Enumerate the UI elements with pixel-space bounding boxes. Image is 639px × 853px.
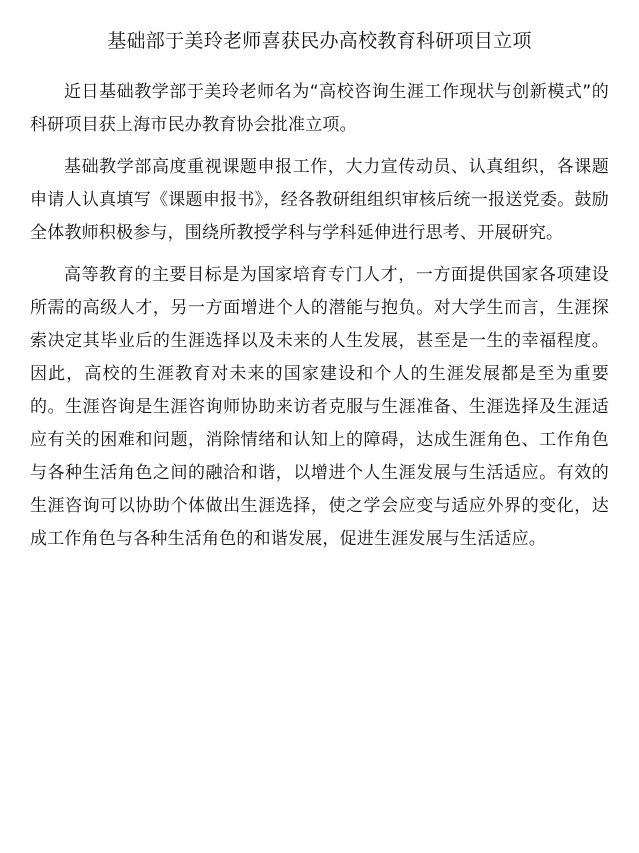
paragraph-career-education: 高等教育的主要目标是为国家培育专门人才，一方面提供国家各项建设所需的高级人才，另一方面增进个人的潜能与抱负。对大学生而言，生涯探索决定其毕业后的生涯选择以及未来的人生发展，甚至是一生的幸福程度。因此，高校的生涯教育对未来的国家建设和个人的生涯发展都是至为重要的。生涯咨询是生涯咨询师协助来访者克服与生涯准备、生涯选择及生涯适应有关的困难和问题，消除情绪和认知上的障碍，达成生涯角色、工作角色与各种生活角色之间的融洽和谐，以增进个人生涯发展与生活适应。有效的生涯咨询可以协助个体做出生涯选择，使之学会应变与适应外界的变化，达成工作角色与各种生活角色的和谐发展，促进生涯发展与生活适应。 xyxy=(30,265,609,549)
page-title: 基础部于美玲老师喜获民办高校教育科研项目立项 xyxy=(107,30,532,52)
paragraph-approval-news: 近日基础教学部于美玲老师名为“高校咨询生涯工作现状与创新模式”的科研项目获上海市民办教育协会批准立项。 xyxy=(30,82,609,135)
paragraph-application-work: 基础教学部高度重视课题申报工作，大力宣传动员、认真组织，各课题申请人认真填写《课题申报书》，经各教研组组织审核后统一报送党委。鼓励全体教师积极参与，围绕所教授学科与学科延伸进行思考、开展研究。 xyxy=(30,157,609,243)
